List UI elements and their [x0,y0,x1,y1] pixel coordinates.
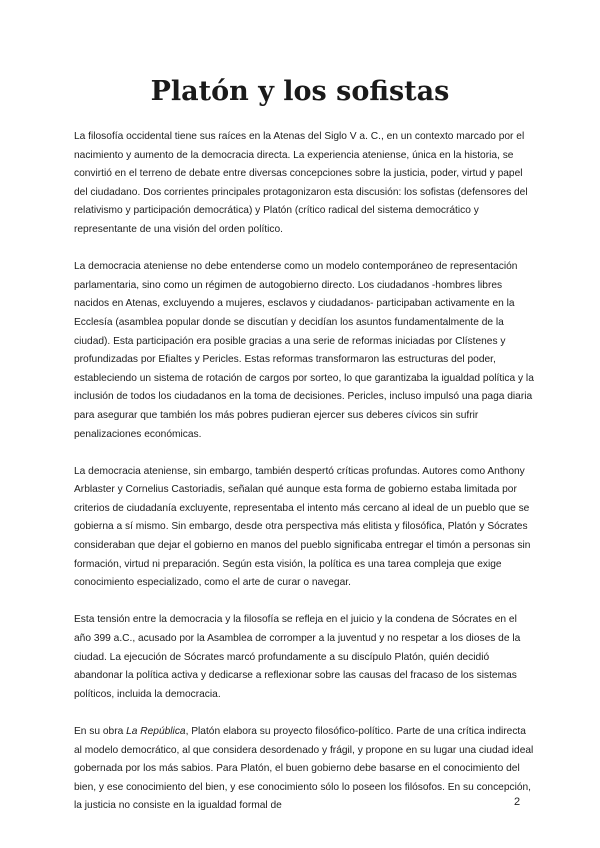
paragraph: La filosofía occidental tiene sus raíces en la Atenas del Siglo V a. C., en un contexto marcado por el nacimiento y aumento de la democracia directa. La experiencia ateniense, única en la historia, se convirtió en el terreno de debate entre diversas concepciones sobre la justicia, poder, virtud y papel del ciudadano. Dos corrientes principales protagonizaron esta discusión: los sofistas (defensores del relativismo y participación democrática) y Platón (crítico radical del sistema democrático y representante de una visión del orden político. [74,131,528,235]
page-title: Platón y los sofistas [150,76,450,107]
paragraph [74,723,536,816]
paragraph-rest: , Platón elabora su proyecto filosófico-político. Parte de una crítica indirecta al modelo democrático, al que considera desordenado y frágil, y propone en su lugar una ciudad ideal gobernada por los más sabios. Para Platón, el buen gobierno debe basarse en el conocimiento del bien, y ese conocimiento del bien, y ese conocimiento sólo lo poseen los filósofos. En su concepción, la justicia no consiste en la igualdad formal de [74,726,534,812]
paragraph: La democracia ateniense, sin embargo, también despertó críticas profundas. Autores como Anthony Arblaster y Cornelius Castoriadis, señalan qué aunque esta forma de gobierno estaba limitada por criterios de ciudadanía excluyente, representaba el intento más cercano al ideal de un pueblo que se gobierna a sí mismo. Sin embargo, desde otra perspectiva más elitista y filosófica, Platón y Sócrates consideraban que dejar el gobierno en manos del pueblo significaba entregar el timón a personas sin formación, virtud ni preparación. Según esta visión, la política es una tarea compleja que exige conocimiento especializado, como el arte de curar o navegar. [74,465,531,589]
paragraph-lead: En su obra [74,726,127,737]
page-number: 2 [514,796,521,808]
document-body [74,128,536,835]
paragraph: Esta tensión entre la democracia y la filosofía se refleja en el juicio y la condena de Sócrates en el año 399 a.C., acusado por la Asamblea de corromper a la juventud y no respetar a los dioses de la ciudad. La ejecución de Sócrates marcó profundamente a su discípulo Platón, quién decidió abandonar la política activa y dedicarse a reflexionar sobre las causas del fracaso de los sistemas políticos, incluida la democracia. [74,614,521,700]
paragraph: La democracia ateniense no debe entenderse como un modelo contemporáneo de representación parlamentaria, sino como un régimen de autogobierno directo. Los ciudadanos -hombres libres nacidos en Atenas, excluyendo a mujeres, esclavos y ciudadanos- participaban activamente en la Ecclesía (asamblea popular donde se discutían y decidían los asuntos fundamentalmente de la ciudad). Esta participación era posible gracias a una serie de reformas iniciadas por Clístenes y profundizadas por Efialtes y Pericles. Estas reformas transformaron las estructuras del poder, estableciendo un sistema de rotación de cargos por sorteo, lo que garantizaba la igualdad política y la inclusión de todos los ciudadanos en la toma de decisiones. Pericles, incluso impulsó una paga diaria para asegurar que también los más pobres pudieran ejercer sus deberes cívicos sin sufrir penalizaciones económicas. [74,261,534,440]
work-title: La República [126,726,186,737]
